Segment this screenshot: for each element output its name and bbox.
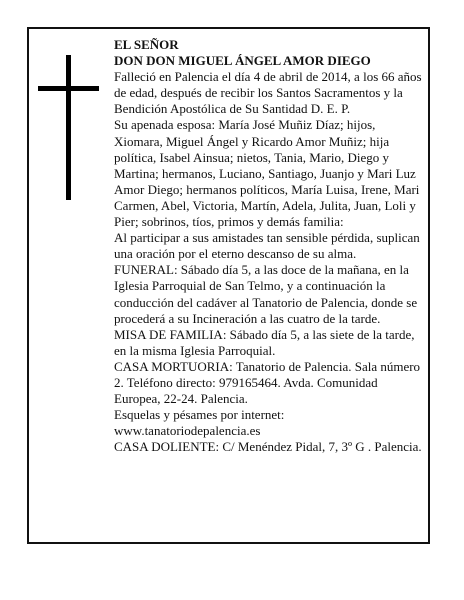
request-paragraph: Al participar a sus amistades tan sensible pérdida, suplican una oración por el eterno descanso de su alma. [114, 230, 420, 262]
mass-paragraph: MISA DE FAMILIA: Sábado día 5, a las siete de la tarde, en la misma Iglesia Parroquial. [114, 326, 415, 358]
death-paragraph: Falleció en Palencia el día 4 de abril de 2014, a los 66 años de edad, después de recibir los Santos Sacramentos y la Bendición Apostólica de Su Santidad D. E. P. [114, 69, 422, 117]
deceased-name: DON DON MIGUEL ÁNGEL AMOR DIEGO [114, 53, 371, 69]
cross-icon [66, 55, 71, 200]
funeral-paragraph: FUNERAL: Sábado día 5, a las doce de la mañana, en la Iglesia Parroquial de San Telmo, y a continuación la conducción del cadáver al Tanatorio de Palencia, donde se procederá a su Incineración a las cuatro de la tarde. [114, 262, 418, 326]
cross-icon-bar [38, 86, 99, 91]
title-line-1: EL SEÑOR [114, 37, 179, 52]
funeral-home-paragraph: CASA MORTUORIA: Tanatorio de Palencia. Sala número 2. Teléfono directo: 979165464. Avda. Comunidad Europea, 22-24. Palencia. [114, 358, 421, 407]
condolences-paragraph: Esquelas y pésames por internet: www.tanatoriodepalencia.es [114, 407, 285, 439]
obituary-text [114, 37, 424, 455]
family-paragraph: Su apenada esposa: María José Muñiz Díaz; hijos, Xiomara, Miguel Ángel y Ricardo Amor Muñiz; hija política, Isabel Ainsua; nietos, Tania, Mario, Diego y Martina; hermanos, Luciano, Santiago, Juanjo y Mari Luz Amor Diego; hermanos políticos, María Luisa, Irene, Mari Carmen, Abel, Victoria, Martín, Adela, Julita, Juan, Loli y Pier; sobrinos, tíos, primos y demás familia: [114, 117, 420, 230]
family-home-paragraph: CASA DOLIENTE: C/ Menéndez Pidal, 7, 3º G . Palencia. [114, 439, 422, 455]
